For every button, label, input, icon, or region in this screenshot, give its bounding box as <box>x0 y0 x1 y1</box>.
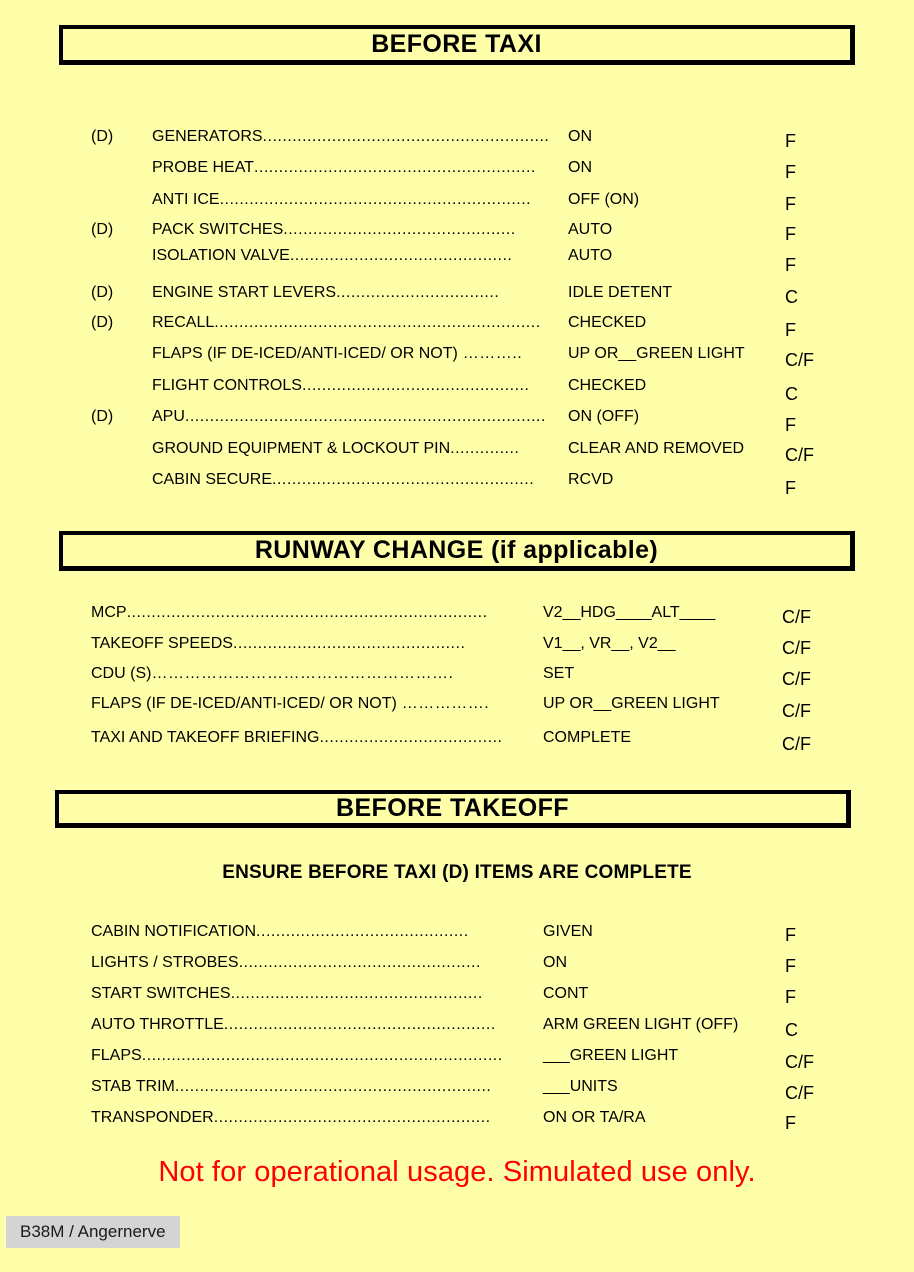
row-label: START SWITCHES................................................... <box>91 985 483 1002</box>
row-label: FLIGHT CONTROLS.............................................. <box>152 377 530 394</box>
section-banner-runway-change <box>59 531 855 571</box>
row-label: MCP......................................................................... <box>91 604 488 621</box>
row-crew: C/F <box>782 734 811 754</box>
section-banner-inner <box>60 532 854 570</box>
row-value: OFF (ON) <box>568 191 640 208</box>
row-crew: F <box>785 255 796 275</box>
row-label: TAXI AND TAKEOFF BRIEFING..................................... <box>91 729 503 746</box>
row-label: ANTI ICE............................................................... <box>152 191 532 208</box>
section-banner-before-takeoff <box>55 790 851 828</box>
row-label: PACK SWITCHES............................................... <box>152 221 516 238</box>
footer-badge: B38M / Angernerve <box>6 1216 180 1248</box>
row-crew: C/F <box>782 669 811 689</box>
checklist-row <box>0 313 914 343</box>
row-label: AUTO THROTTLE....................................................... <box>91 1016 496 1033</box>
section-title: RUNWAY CHANGE (if applicable) <box>254 536 659 564</box>
row-crew: C/F <box>785 350 814 370</box>
checklist-before-taxi <box>0 127 914 507</box>
row-crew: F <box>785 956 796 976</box>
row-label: TRANSPONDER........................................................ <box>91 1109 491 1126</box>
checklist-row <box>0 246 914 276</box>
checklist-row <box>0 1077 914 1107</box>
row-crew: F <box>785 1113 796 1133</box>
row-value: AUTO <box>568 221 613 238</box>
checklist-row <box>0 1015 914 1045</box>
row-crew: F <box>785 415 796 435</box>
row-deferred-marker: (D) <box>91 408 114 425</box>
checklist-row <box>0 127 914 157</box>
row-value: CONT <box>543 985 589 1002</box>
section-subtitle: ENSURE BEFORE TAXI (D) ITEMS ARE COMPLETE <box>222 862 692 883</box>
checklist-row <box>0 694 914 724</box>
row-value: ON <box>568 128 592 145</box>
row-crew: C/F <box>782 701 811 721</box>
row-value: CHECKED <box>568 377 647 394</box>
row-deferred-marker: (D) <box>91 128 114 145</box>
checklist-row <box>0 190 914 220</box>
row-label: APU......................................................................... <box>152 408 546 425</box>
row-crew: C/F <box>782 638 811 658</box>
row-deferred-marker: (D) <box>91 314 114 331</box>
checklist-row <box>0 283 914 313</box>
checklist-row <box>0 634 914 664</box>
checklist-row <box>0 344 914 374</box>
row-value: V2__HDG____ALT____ <box>543 604 716 621</box>
row-value: CLEAR AND REMOVED <box>568 440 745 457</box>
row-deferred-marker: (D) <box>91 221 114 238</box>
checklist-row <box>0 470 914 500</box>
checklist-row <box>0 376 914 406</box>
row-value: SET <box>543 665 575 682</box>
checklist-runway-change <box>0 603 914 763</box>
row-label: FLAPS (IF DE-ICED/ANTI-ICED/ OR NOT) ……………. <box>91 695 490 712</box>
row-crew: F <box>785 131 796 151</box>
row-value: ON <box>568 159 592 176</box>
row-value: RCVD <box>568 471 614 488</box>
section-title: BEFORE TAKEOFF <box>336 794 569 822</box>
checklist-row <box>0 1108 914 1138</box>
checklist-row <box>0 407 914 437</box>
row-crew: C <box>785 384 798 404</box>
row-crew: F <box>785 194 796 214</box>
row-value: UP OR__GREEN LIGHT <box>543 695 720 712</box>
checklist-before-takeoff <box>0 922 914 1142</box>
row-value: ___UNITS <box>543 1078 618 1095</box>
row-label: ISOLATION VALVE............................................. <box>152 247 513 264</box>
row-label: TAKEOFF SPEEDS............................................... <box>91 635 466 652</box>
checklist-row <box>0 439 914 469</box>
simulation-disclaimer: Not for operational usage. Simulated use only. <box>158 1156 756 1188</box>
checklist-row <box>0 158 914 188</box>
row-label: CABIN SECURE..................................................... <box>152 471 535 488</box>
row-value: UP OR__GREEN LIGHT <box>568 345 745 362</box>
checklist-row <box>0 664 914 694</box>
row-label: CABIN NOTIFICATION........................................... <box>91 923 469 940</box>
row-value: ___GREEN LIGHT <box>543 1047 679 1064</box>
row-crew: C <box>785 1020 798 1040</box>
row-label: FLAPS (IF DE-ICED/ANTI-ICED/ OR NOT) ……….. <box>152 345 523 362</box>
row-crew: C/F <box>785 1083 814 1103</box>
section-banner-inner <box>56 791 850 827</box>
row-value: ON (OFF) <box>568 408 640 425</box>
row-label: FLAPS......................................................................... <box>91 1047 503 1064</box>
row-crew: C/F <box>785 1052 814 1072</box>
row-crew: F <box>785 320 796 340</box>
section-banner-inner <box>60 26 854 64</box>
row-value: ON OR TA/RA <box>543 1109 646 1126</box>
checklist-row <box>0 1046 914 1076</box>
row-value: IDLE DETENT <box>568 284 673 301</box>
row-value: AUTO <box>568 247 613 264</box>
row-label: STAB TRIM................................................................ <box>91 1078 492 1095</box>
row-deferred-marker: (D) <box>91 284 114 301</box>
row-label: LIGHTS / STROBES................................................. <box>91 954 481 971</box>
row-value: CHECKED <box>568 314 647 331</box>
row-value: ON <box>543 954 567 971</box>
section-title: BEFORE TAXI <box>371 30 542 58</box>
row-crew: C/F <box>782 607 811 627</box>
checklist-row <box>0 728 914 758</box>
row-label: GROUND EQUIPMENT & LOCKOUT PIN.............. <box>152 440 520 457</box>
row-label: ENGINE START LEVERS................................. <box>152 284 500 301</box>
row-crew: F <box>785 987 796 1007</box>
row-label: PROBE HEAT......................................................... <box>152 159 536 176</box>
row-value: GIVEN <box>543 923 593 940</box>
row-label: RECALL.................................................................. <box>152 314 541 331</box>
section-banner-before-taxi <box>59 25 855 65</box>
row-crew: F <box>785 162 796 182</box>
row-crew: F <box>785 224 796 244</box>
checklist-row <box>0 984 914 1014</box>
row-label: CDU (S)………………………………………………. <box>91 665 454 682</box>
row-crew: C <box>785 287 798 307</box>
row-label: GENERATORS.......................................................... <box>152 128 550 145</box>
checklist-row <box>0 603 914 633</box>
checklist-row <box>0 953 914 983</box>
row-value: ARM GREEN LIGHT (OFF) <box>543 1016 739 1033</box>
row-crew: C/F <box>785 445 814 465</box>
row-crew: F <box>785 478 796 498</box>
row-value: COMPLETE <box>543 729 632 746</box>
row-crew: F <box>785 925 796 945</box>
checklist-row <box>0 922 914 952</box>
row-value: V1__, VR__, V2__ <box>543 635 676 652</box>
